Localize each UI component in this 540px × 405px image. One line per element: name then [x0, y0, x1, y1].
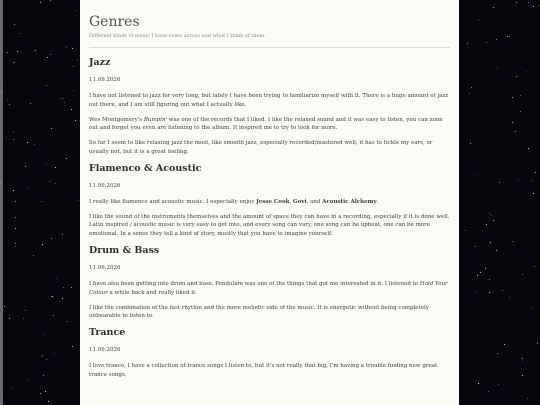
text-run: I love trance, I have a collection of trance songs I listen to, but it's not really that big, I'm having a trouble finding new great trance songs.: [89, 363, 438, 378]
text-run: a while back and really liked it.: [107, 289, 197, 296]
post-paragraph: [89, 280, 450, 298]
star: [488, 391, 489, 392]
star: [522, 375, 523, 376]
star: [520, 111, 521, 112]
post-date: 11.09.2026: [89, 182, 121, 189]
post-date: 11.09.2026: [89, 264, 121, 271]
star: [9, 318, 10, 319]
star: [522, 274, 523, 275]
post-paragraph: [89, 198, 450, 207]
star: [499, 182, 500, 183]
star: [477, 275, 478, 276]
star: [2, 396, 3, 397]
star: [496, 250, 497, 251]
text-run: So far I seem to like relaxing jazz the most, like smooth jazz, especially recorded/mastered well, it has to tickle my ears, or usually not, but it is a great feeling.: [89, 140, 433, 155]
italic-text: Bumpin': [143, 116, 167, 123]
star: [497, 353, 498, 354]
post: [89, 245, 450, 321]
star: [522, 358, 523, 359]
star: [489, 292, 490, 293]
star: [71, 109, 72, 110]
star: [467, 43, 468, 44]
star: [502, 290, 503, 291]
text-run: , and: [306, 198, 323, 205]
star: [534, 266, 535, 267]
star: [34, 144, 35, 145]
star: [23, 318, 24, 319]
star: [27, 380, 28, 381]
post-paragraph: [89, 116, 450, 134]
star: [489, 279, 490, 280]
star: [51, 128, 52, 129]
star: [469, 265, 470, 266]
star: [66, 47, 67, 48]
star: [64, 102, 65, 103]
star: [28, 187, 29, 188]
star: [55, 183, 56, 184]
star: [15, 228, 16, 229]
post-paragraph: [89, 92, 450, 110]
post: [89, 327, 450, 380]
star: [480, 272, 481, 273]
star: [13, 62, 14, 63]
star: [515, 131, 516, 132]
text-run: I have not listened to jazz for very long, but lately I have been trying to familiarize myself with it. There is a huge amount of jazz out there, and I am still figuring out what I actually like.: [89, 93, 449, 108]
star: [532, 180, 533, 181]
post-list: [89, 57, 450, 380]
star: [531, 307, 532, 308]
star: [1, 250, 2, 251]
star: [516, 76, 517, 77]
star: [485, 268, 486, 269]
star: [491, 215, 492, 216]
star: [40, 2, 41, 3]
post: [89, 163, 450, 239]
star: [49, 181, 50, 182]
text-run: was one of the records that I liked. I like the relaxed sound and it was easy to listen, you can zone out and forget you even are listening to the album. It inspired me to try to look for more.: [89, 116, 443, 132]
post-title[interactable]: Jazz: [89, 57, 111, 68]
star: [509, 36, 510, 37]
site-title[interactable]: Genres: [89, 14, 140, 30]
star: [486, 42, 487, 43]
star: [66, 158, 67, 159]
star: [493, 220, 494, 221]
post-paragraph: [89, 213, 450, 239]
star: [46, 85, 47, 86]
star: [54, 353, 55, 354]
site-description: Different kinds of music I have come across and what I think of them.: [89, 33, 266, 39]
star: [72, 346, 73, 347]
star: [46, 359, 47, 360]
star: [1, 92, 2, 93]
star: [72, 48, 73, 49]
star: [486, 224, 487, 225]
star: [46, 163, 47, 164]
star: [62, 98, 63, 99]
text-run: ,: [289, 198, 293, 205]
star: [498, 384, 499, 385]
star: [489, 213, 490, 214]
site-header: [89, 13, 450, 40]
star: [48, 401, 49, 402]
star: [63, 287, 64, 288]
star: [533, 6, 534, 7]
text-run: I like the combination of the fast rhythm and the more melodic side of the music. It is energetic without being completely unbearable to listen to.: [89, 304, 429, 320]
star: [53, 315, 54, 316]
post-date: 11.09.2026: [89, 77, 121, 83]
star: [528, 148, 529, 149]
star: [35, 50, 36, 51]
star: [6, 137, 7, 138]
star: [465, 230, 466, 231]
star: [527, 398, 528, 399]
star: [13, 139, 14, 140]
star: [512, 122, 513, 123]
star: [509, 297, 510, 298]
text-run: I like the sound of the instruments themselves and the amount of space they can have in a recording, especially if it is done well. Latin inspired / acoustic music is very easy to get into, and every song can vary, one song can be upbeat, one can be more emotional. In a sense they tell a kind of story, mostly that you have to imagine yourself.: [89, 213, 450, 238]
star: [475, 246, 476, 247]
bold-text: Govi: [292, 198, 307, 205]
star: [476, 292, 477, 293]
star: [0, 182, 1, 183]
post-title[interactable]: Drum & Bass: [89, 244, 160, 256]
star: [41, 356, 42, 357]
star: [526, 71, 527, 72]
star: [76, 10, 77, 11]
star: [75, 120, 76, 121]
star: [490, 242, 491, 243]
star: [25, 166, 26, 167]
star: [522, 361, 523, 362]
star: [528, 2, 529, 3]
text-run: .: [376, 198, 379, 205]
star: [13, 190, 14, 191]
star: [15, 243, 16, 244]
star: [469, 93, 470, 94]
star: [52, 296, 53, 297]
star: [493, 7, 494, 8]
star: [474, 174, 475, 175]
star: [30, 103, 31, 104]
star: [45, 391, 46, 392]
bold-text: Acoustic Alchemy: [322, 198, 377, 205]
star: [512, 241, 513, 242]
star: [504, 344, 505, 345]
star: [518, 179, 519, 180]
star: [496, 39, 497, 40]
star: [27, 142, 28, 143]
star: [43, 375, 44, 376]
star: [14, 24, 15, 25]
star: [478, 383, 479, 384]
star: [11, 388, 12, 389]
post-paragraph: [89, 304, 450, 322]
post-title[interactable]: Trance: [89, 327, 126, 339]
star: [507, 36, 508, 37]
star: [62, 298, 63, 299]
star: [55, 167, 56, 168]
star: [497, 67, 498, 68]
star: [478, 19, 479, 20]
star: [62, 234, 63, 235]
italic-text: Hold Your Colour: [89, 280, 448, 296]
star: [78, 200, 79, 201]
post-paragraph: [89, 362, 450, 380]
star: [67, 321, 68, 322]
star: [537, 343, 538, 344]
star: [50, 0, 51, 1]
star: [4, 306, 5, 307]
star: [15, 201, 16, 202]
star: [42, 244, 43, 245]
star: [471, 87, 472, 88]
star: [15, 246, 16, 247]
star: [470, 143, 471, 144]
star: [512, 97, 513, 98]
star: [1, 82, 2, 83]
star: [482, 230, 483, 231]
star: [40, 393, 41, 394]
star: [77, 59, 78, 60]
text-run: I have also been getting into drum and bass. Pendulum was one of the things that got me interested in it. I listened to: [89, 280, 420, 287]
star: [17, 51, 18, 52]
star: [56, 278, 57, 279]
star: [518, 354, 519, 355]
star: [7, 99, 8, 100]
star: [51, 238, 52, 239]
page-content: [80, 0, 459, 405]
star: [13, 131, 14, 132]
post-date: 11.09.2026: [89, 347, 121, 354]
star: [9, 104, 10, 105]
bold-text: Jesse Cook: [256, 198, 290, 205]
text-run: I really like flamenco and acoustic music. I especially enjoy: [89, 198, 257, 205]
star: [73, 66, 74, 67]
star: [520, 95, 521, 96]
post: [89, 57, 450, 157]
star: [25, 310, 26, 311]
text-run: Wes Montgomery's: [89, 116, 144, 123]
star: [516, 2, 517, 3]
star: [73, 90, 74, 91]
header-divider: [89, 47, 450, 48]
star: [47, 57, 48, 58]
star: [535, 172, 536, 173]
post-title[interactable]: Flamenco & Acoustic: [89, 162, 202, 174]
post-paragraph: [89, 139, 450, 157]
star: [71, 287, 72, 288]
star: [15, 217, 16, 218]
star: [42, 355, 43, 356]
star: [41, 201, 42, 202]
star: [20, 33, 21, 34]
star: [44, 334, 45, 335]
star: [7, 52, 8, 53]
star: [50, 54, 51, 55]
star: [33, 255, 34, 256]
star: [533, 193, 534, 194]
